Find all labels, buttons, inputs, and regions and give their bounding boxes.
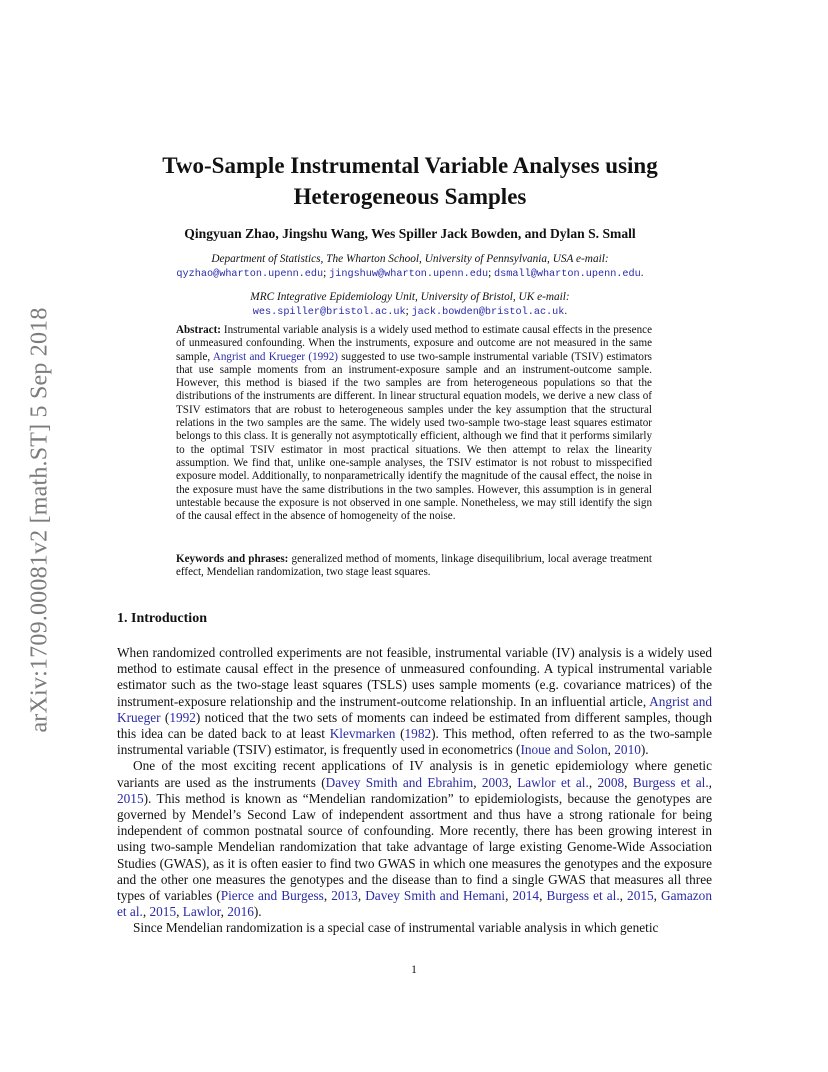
email-link[interactable]: jingshuw@wharton.upenn.edu <box>329 269 489 280</box>
email-separator: ; <box>323 267 330 279</box>
affiliation-1-emails <box>150 266 670 282</box>
citation-link[interactable]: Lawlor et al. <box>517 774 589 790</box>
paragraph-text: ( <box>395 726 405 742</box>
paragraph: Since Mendelian randomization is a special case of instrumental variable analysis in which genetic <box>133 920 659 936</box>
section-heading-introduction: 1. Introduction <box>117 611 207 626</box>
keywords <box>176 553 652 580</box>
introduction-body <box>117 645 712 937</box>
paragraph-text: , <box>539 888 547 904</box>
citation-link[interactable]: Pierce and Burgess <box>220 888 324 904</box>
citation-link[interactable]: 2016 <box>227 904 254 920</box>
paragraph-text: , <box>473 774 482 790</box>
citation-link[interactable]: Inoue and Solon <box>520 742 608 758</box>
abstract <box>176 324 652 523</box>
author-list: Qingyuan Zhao, Jingshu Wang, Wes Spiller Jack Bowden, and Dylan S. Small <box>184 226 636 241</box>
paragraph-text: , <box>588 774 598 790</box>
citation-link[interactable]: 1982 <box>404 726 432 742</box>
citation-link[interactable]: 2010 <box>614 742 641 758</box>
paragraph <box>117 645 712 758</box>
affiliation-2-department: MRC Integrative Epidemiology Unit, University of Bristol, UK e-mail: <box>250 291 570 303</box>
citation-link[interactable]: Burgess et al. <box>546 888 620 904</box>
citation-link[interactable]: Davey Smith and Hemani <box>365 888 506 904</box>
page-number: 1 <box>411 964 417 976</box>
citation-link[interactable]: Lawlor <box>182 904 221 920</box>
paragraph-text: One of the most exciting recent applications of IV analysis is in genetic epidemiology where genetic variants are used as the instruments ( <box>117 758 712 790</box>
abstract-text: Instrumental variable analysis is a widely used method to estimate causal effects in the presence of unmeasured confounding. When the instruments, exposure and outcome are not measured in the same sample, <box>176 324 652 363</box>
email-link[interactable]: wes.spiller@bristol.ac.uk <box>252 307 406 318</box>
paragraph-text: ). <box>640 742 649 758</box>
citation-link[interactable]: Angrist and Krueger <box>117 693 712 725</box>
affiliation-1-department: Department of Statistics, The Wharton School, University of Pennsylvania, USA e-mail: <box>211 253 609 265</box>
citation-link[interactable]: 2014 <box>512 888 540 904</box>
affiliation-2-emails <box>150 304 670 320</box>
citation-link[interactable]: 2003 <box>481 774 509 790</box>
paragraph-text: , <box>357 888 366 904</box>
paragraph-text: , <box>220 904 228 920</box>
paragraph-text: , <box>142 904 150 920</box>
keywords-label: Keywords and phrases: <box>176 553 289 565</box>
citation-link[interactable]: 2015 <box>149 904 177 920</box>
arxiv-identifier-stamp: arXiv:1709.00081v2 [math.ST] 5 Sep 2018 <box>26 307 53 733</box>
keywords-text: generalized method of moments, linkage disequilibrium, local average treatment effect, Mendelian randomization, two stage least squares. <box>176 553 652 579</box>
abstract-label: Abstract: <box>176 324 221 336</box>
paragraph-text: , <box>323 888 332 904</box>
paragraph-text: ) noticed that the two sets of moments can indeed be estimated from different samples, though this idea can be dated back to at least <box>117 709 712 742</box>
paragraph-text: , <box>653 888 662 904</box>
paragraph-text: ). This method, often referred to as the two-sample instrumental variable (TSIV) estimator, is frequently used in econometrics ( <box>117 726 712 758</box>
paragraph-text: , <box>708 774 712 790</box>
affiliation-1 <box>150 252 670 282</box>
paragraph-text: , <box>505 888 513 904</box>
email-separator: ; <box>488 267 495 279</box>
email-link[interactable]: jack.bowden@bristol.ac.uk <box>411 307 565 318</box>
paragraph-text: ). This method is known as “Mendelian randomization” to epidemiologists, because the genotypes are governed by Mendel’s Second Law of independent assortment and thus have a strong rationale for being independent of common postnatal source of confounding. More recently, there has been growing interest in using two-sample Mendelian randomization that take advantage of large existing Genome-Wide Association Studies (GWAS), as it is often easier to find two GWAS in which one measures the genotypes and the exposure and the other one measures the genotypes and the disease than to find a single GWAS that measures all three types of variables ( <box>117 790 712 904</box>
email-separator: ; <box>405 305 412 317</box>
citation-link[interactable]: 2015 <box>117 790 144 806</box>
citation-link[interactable]: Gamazon et al. <box>117 888 712 920</box>
citation-link[interactable]: 2013 <box>331 888 358 904</box>
paper-title <box>110 150 710 212</box>
email-terminator: . <box>564 305 568 317</box>
paragraph-text: , <box>619 888 628 904</box>
paragraph-text: , <box>176 904 183 920</box>
email-link[interactable]: qyzhao@wharton.upenn.edu <box>176 269 324 280</box>
paragraph-text: ( <box>160 709 170 725</box>
citation-link[interactable]: Burgess et al. <box>632 774 709 790</box>
citation-link[interactable]: Klevmarken <box>329 726 396 742</box>
citation-link[interactable]: 2015 <box>627 888 654 904</box>
citation-link[interactable]: 2008 <box>597 774 625 790</box>
paragraph-text: , <box>508 774 518 790</box>
citation-link[interactable]: Angrist and Krueger (1992) <box>212 350 338 363</box>
paragraph <box>117 758 712 920</box>
title-line-2: Heterogeneous Samples <box>293 184 527 209</box>
paragraph-text: , <box>624 774 633 790</box>
paragraph-text: , <box>607 742 615 758</box>
title-line-1: Two-Sample Instrumental Variable Analyses using <box>162 153 658 178</box>
citation-link[interactable]: Davey Smith and Ebrahim <box>325 774 474 790</box>
email-terminator: . <box>640 267 644 279</box>
email-link[interactable]: dsmall@wharton.upenn.edu <box>494 269 641 280</box>
affiliation-2 <box>150 290 670 320</box>
paragraph-text: When randomized controlled experiments are not feasible, instrumental variable (IV) analysis is a widely used method to estimate causal effect in the presence of unmeasured confounding. A typical instrumental variable estimator such as the two-stage least squares (TSLS) uses sample moments (e.g. covariance matrices) of the instrument-exposure relationship and the instrument-outcome relationship. In an influential article, <box>117 645 712 709</box>
paragraph-text: ). <box>253 904 262 920</box>
citation-link[interactable]: 1992 <box>169 709 196 725</box>
abstract-text: suggested to use two-sample instrumental variable (TSIV) estimators that use sample moments from an instrument-exposure sample and an instrument-outcome sample. However, this method is biased if the two samples are from heterogeneous populations so that the distributions of the instruments are different. In linear structural equation models, we derive a new class of TSIV estimators that are robust to heterogeneous samples under the key assumption that the structural relations in the two samples are the same. The widely used two-sample two-stage least squares estimator belongs to this class. It is generally not asymptotically efficient, although we find that it performs similarly to the optimal TSIV estimator in most practical situations. We then attempt to relax the linearity assumption. We find that, unlike one-sample analyses, the TSIV estimator is not robust to misspecified exposure model. Additionally, to nonparametrically identify the magnitude of the causal effect, the noise in the exposure must have the same distributions in the two samples. However, this assumption is in general untestable because the exposure is not observed in one sample. Nonetheless, we may still identify the sign of the causal effect in the absence of homogeneity of the noise. <box>176 350 652 523</box>
